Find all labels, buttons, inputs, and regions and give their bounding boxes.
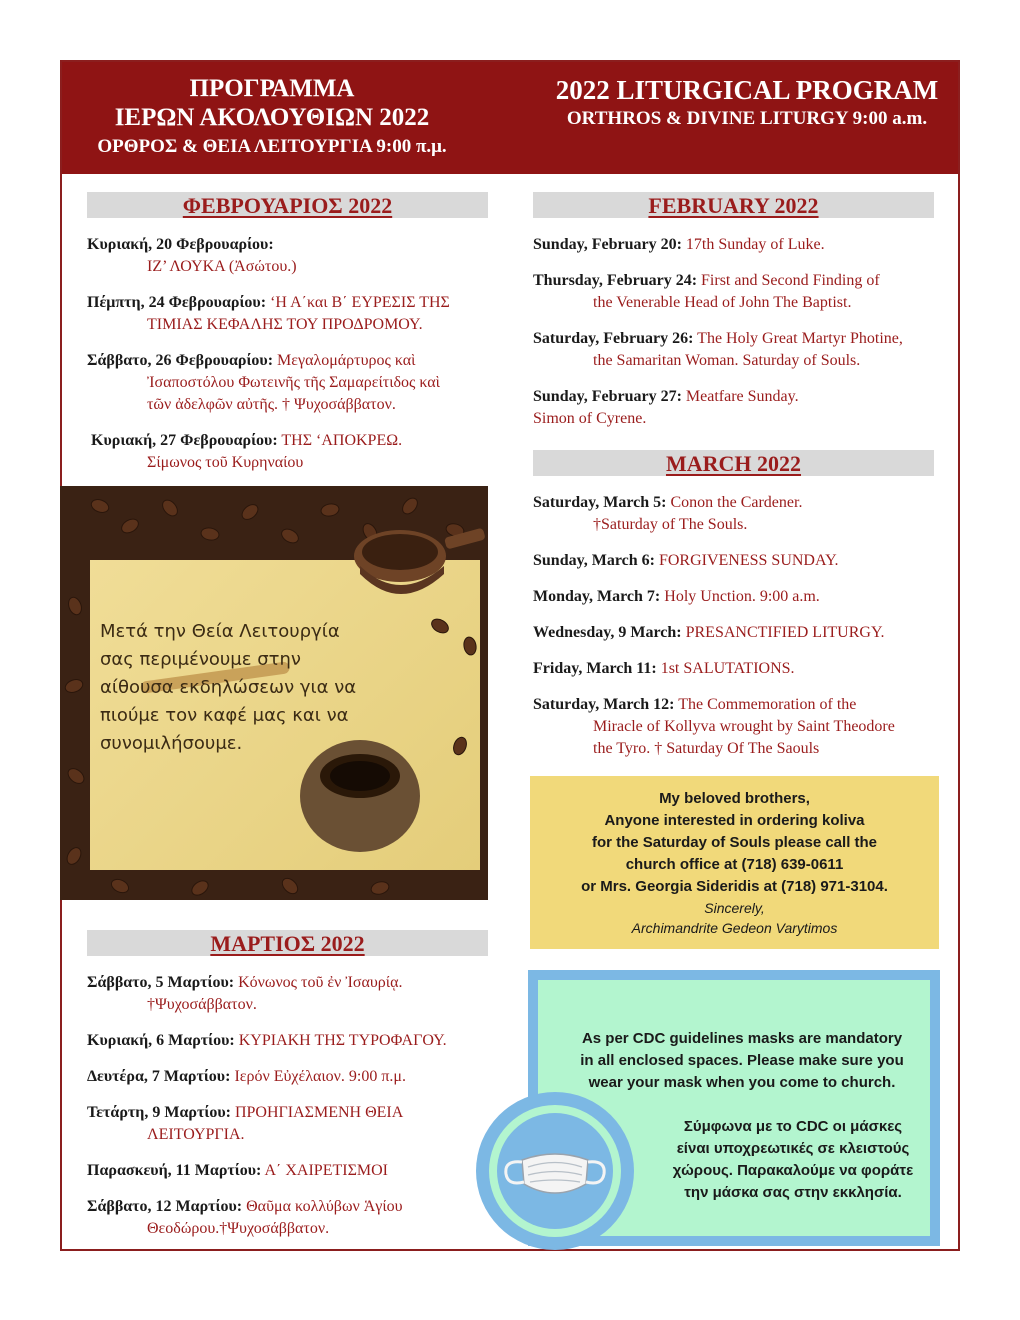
entry-date: Saturday, March 12:: [533, 696, 675, 713]
entry-text-cont: Σίμωνος τοῦ Κυρηναίου: [147, 454, 304, 471]
entry-text: PRESANCTIFIED LITURGY.: [681, 624, 885, 641]
coffee-cup-icon: [354, 528, 486, 594]
entry-date: Πέμπτη, 24 Φεβρουαρίου:: [87, 294, 267, 311]
entry-date: Sunday, February 20:: [533, 236, 682, 253]
coffee-note-line: σας περιμένουμε στην: [100, 649, 301, 670]
english-mar-heading: MARCH 2022: [533, 450, 934, 476]
cdc-english-text: [562, 1028, 922, 1094]
greek-mar-entry: [87, 1196, 507, 1240]
coffee-note-line: αίθουσα εκδηλώσεων για να: [100, 677, 357, 698]
greek-feb-entry: [87, 234, 507, 278]
english-feb-list: [533, 234, 953, 444]
entry-date: Κυριακή, 6 Μαρτίου:: [87, 1032, 235, 1049]
coffee-note-line: Μετά την Θεία Λειτουργία: [100, 621, 340, 642]
greek-title-line-2: ΙΕΡΩΝ ΑΚΟΛΟΥΘΙΩΝ 2022: [114, 104, 430, 131]
greek-mar-entry: [87, 1160, 507, 1182]
english-feb-entry: [533, 270, 953, 314]
greek-feb-heading: ΦΕΒΡΟΥΑΡΙΟΣ 2022: [87, 192, 488, 218]
entry-text: Μεγαλομάρτυρος καὶ: [273, 352, 416, 369]
english-feb-entry: [533, 234, 953, 256]
entry-text: Meatfare Sunday.: [681, 388, 799, 405]
entry-date: Παρασκευή, 11 Μαρτίου:: [87, 1162, 262, 1179]
entry-date: Friday, March 11:: [533, 660, 657, 677]
greek-feb-entry: [87, 430, 507, 474]
entry-date: Wednesday, 9 March:: [533, 624, 682, 641]
english-mar-entry: [533, 586, 953, 608]
english-mar-list: [533, 492, 953, 774]
entry-text: ΚΥΡΙΑΚΗ ΤΗΣ ΤΥΡΟΦΑΓΟΥ.: [234, 1032, 447, 1049]
greek-mar-heading: ΜΑΡΤΙΟΣ 2022: [87, 930, 488, 956]
koliva-line: Anyone interested in ordering koliva: [604, 812, 865, 829]
entry-text: 1st SALUTATIONS.: [656, 660, 795, 677]
koliva-message: [530, 788, 939, 898]
entry-text: 17th Sunday of Luke.: [681, 236, 825, 253]
entry-text-cont: ΛΕΙΤΟΥΡΓΙΑ.: [147, 1126, 245, 1143]
english-feb-entry: [533, 328, 953, 372]
cdc-line: Σύμφωνα με το CDC οι μάσκες: [683, 1118, 903, 1135]
entry-text: ΤΗΣ ‘ΑΠΟΚΡΕΩ.: [277, 432, 403, 449]
entry-date: Saturday, March 5:: [533, 494, 667, 511]
entry-text: ΠΡΟΗΓΙΑΣΜΕΝΗ ΘΕΙΑ: [230, 1104, 404, 1121]
entry-text: First and Second Finding of: [697, 272, 880, 289]
cdc-line: την μάσκα σας στην εκκλησία.: [684, 1184, 902, 1201]
english-mar-entry: [533, 658, 953, 680]
entry-date: Σάββατο, 26 Φεβρουαρίου:: [87, 352, 274, 369]
entry-date: Saturday, February 26:: [533, 330, 694, 347]
cdc-line: in all enclosed spaces. Please make sure you: [580, 1052, 904, 1069]
cdc-line: είναι υποχρεωτικές σε κλειστούς: [676, 1140, 910, 1157]
entry-text: Κόνωνος τοῦ ἐν Ἰσαυρίᾳ.: [234, 974, 403, 991]
entry-text-cont: τῶν ἀδελφῶν αὐτῆς. † Ψυχοσάββατον.: [147, 396, 396, 413]
signature-line: Archimandrite Gedeon Varytimos: [631, 920, 838, 936]
greek-mar-entry: [87, 1102, 507, 1146]
entry-text-cont: Simon of Cyrene.: [533, 410, 647, 427]
koliva-line: for the Saturday of Souls please call the: [591, 834, 878, 851]
greek-mar-entry: [87, 1066, 507, 1088]
entry-date: Sunday, February 27:: [533, 388, 682, 405]
entry-text-cont: ΙΖ’ ΛΟΥΚΑ (Ἀσώτου.): [147, 258, 297, 275]
greek-title-line-3: ΟΡΘΡΟΣ & ΘΕΙΑ ΛΕΙΤΟΥΡΓΙΑ 9:00 π.μ.: [97, 136, 447, 157]
entry-date: Σάββατο, 5 Μαρτίου:: [87, 974, 235, 991]
cdc-greek-text: [658, 1116, 928, 1204]
entry-text: Ιερόν Εὐχέλαιον. 9:00 π.μ.: [230, 1068, 406, 1085]
entry-date: Monday, March 7:: [533, 588, 661, 605]
greek-mar-entry: [87, 972, 507, 1016]
entry-text: ‘Η Α΄και Β΄ ΕΥΡΕΣΙΣ ΤΗΣ: [266, 294, 450, 311]
entry-text: Α΄ ΧΑΙΡΕΤΙΣΜΟΙ: [261, 1162, 388, 1179]
entry-text-cont: the Venerable Head of John The Baptist.: [593, 294, 852, 311]
signature-line: Sincerely,: [704, 900, 765, 916]
coffee-hour-note: [100, 618, 420, 758]
cdc-line: χώρους. Παρακαλούμε να φοράτε: [672, 1162, 914, 1179]
entry-date: Σάββατο, 12 Μαρτίου:: [87, 1198, 243, 1215]
entry-date: Κυριακή, 20 Φεβρουαρίου:: [87, 236, 274, 253]
coffee-note-line: συνομιλήσουμε.: [100, 733, 243, 754]
header-banner: [62, 62, 958, 174]
entry-text-cont: the Samaritan Woman. Saturday of Souls.: [593, 352, 861, 369]
greek-title-block: [62, 74, 482, 161]
english-feb-heading: FEBRUARY 2022: [533, 192, 934, 218]
koliva-line: or Mrs. Georgia Sideridis at (718) 971-3104.: [581, 878, 888, 895]
greek-mar-entry: [87, 1030, 507, 1052]
entry-date: Τετάρτη, 9 Μαρτίου:: [87, 1104, 231, 1121]
english-mar-entry: [533, 492, 953, 536]
entry-text: Conon the Cardener.: [666, 494, 803, 511]
entry-text: The Holy Great Martyr Photine,: [693, 330, 903, 347]
english-mar-entry: [533, 622, 953, 644]
english-title-line-1: 2022 LITURGICAL PROGRAM: [555, 75, 939, 105]
greek-feb-entry: [87, 350, 507, 416]
coffee-note-line: πιούμε τον καφέ μας και να: [100, 705, 349, 726]
entry-date: Sunday, March 6:: [533, 552, 655, 569]
greek-title-line-1: ΠΡΟΓΡΑΜΜΑ: [189, 75, 355, 102]
entry-date: Κυριακή, 27 Φεβρουαρίου:: [91, 432, 278, 449]
entry-text-cont: the Tyro. † Saturday Of The Saouls: [593, 740, 820, 757]
entry-text-cont: †Ψυχοσάββατον.: [147, 996, 257, 1013]
entry-date: Thursday, February 24:: [533, 272, 698, 289]
greek-mar-list: [87, 972, 507, 1254]
entry-text: FORGIVENESS SUNDAY.: [654, 552, 839, 569]
entry-text-cont: ΤΙΜΙΑΣ ΚΕΦΑΛΗΣ ΤΟΥ ΠΡΟΔΡΟΜΟΥ.: [147, 316, 423, 333]
cdc-line: wear your mask when you come to church.: [588, 1074, 896, 1091]
greek-feb-entry: [87, 292, 507, 336]
english-title-line-2: ORTHROS & DIVINE LITURGY 9:00 a.m.: [566, 108, 928, 129]
koliva-line: church office at (718) 639-0611: [625, 856, 844, 873]
entry-text: The Commemoration of the: [674, 696, 857, 713]
entry-text-cont: Θεοδώρου.†Ψυχοσάββατον.: [147, 1220, 330, 1237]
entry-text: Holy Unction. 9:00 a.m.: [660, 588, 820, 605]
entry-date: Δευτέρα, 7 Μαρτίου:: [87, 1068, 231, 1085]
greek-feb-list: [87, 234, 507, 488]
cdc-line: As per CDC guidelines masks are mandatory: [581, 1030, 903, 1047]
entry-text: Θαῦμα κολλύβων Ἁγίου: [242, 1198, 403, 1215]
english-feb-entry: [533, 386, 953, 430]
koliva-notice: [530, 776, 939, 949]
entry-text-cont: Miracle of Kollyva wrought by Saint Theodore: [593, 718, 895, 735]
english-title-block: [532, 74, 962, 132]
english-mar-entry: [533, 550, 953, 572]
entry-text-cont: †Saturday of The Souls.: [593, 516, 748, 533]
koliva-line: My beloved brothers,: [659, 790, 810, 807]
face-mask-icon: [474, 1090, 636, 1252]
koliva-signature: [530, 898, 939, 938]
english-mar-entry: [533, 694, 953, 760]
entry-text-cont: Ἰσαποστόλου Φωτεινῆς τῆς Σαμαρείτιδος καὶ: [147, 374, 440, 391]
